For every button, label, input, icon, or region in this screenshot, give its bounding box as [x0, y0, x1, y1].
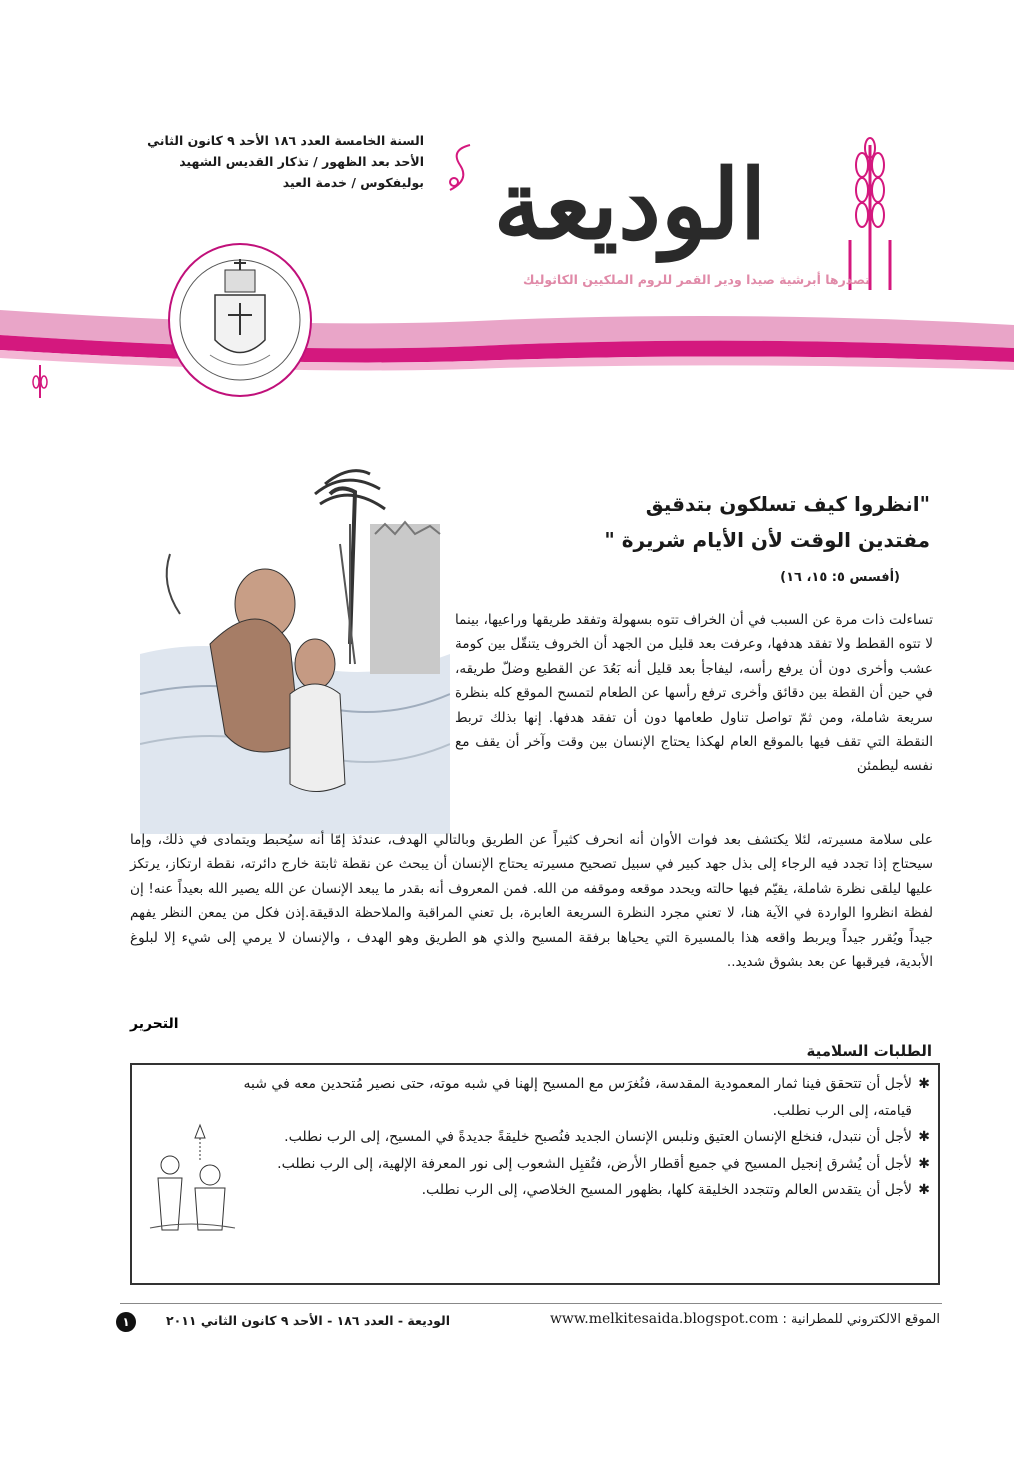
footer-url-link[interactable]: www.melkitesaida.blogspot.com — [549, 1311, 779, 1327]
star-icon: ✱ — [918, 1076, 930, 1092]
masthead-title: الوديعة — [493, 148, 767, 261]
list-item — [240, 1124, 930, 1151]
intentions-list — [240, 1071, 930, 1204]
list-item — [240, 1177, 930, 1204]
intentions-box — [130, 1063, 940, 1285]
quote-line1: "انظروا كيف تسلكون بتدقيق — [645, 492, 930, 516]
ornament-icon — [440, 140, 480, 200]
article-paragraph-narrow: تساءلت ذات مرة عن السبب في أن الخراف تتوه بسهولة وتفقد طريقها وراعيها، بينما لا تتوه القطط ولا تفقد هدفها، وعرفت بعد قليل من الجهد أن الخروف يتنقّل بين كومة عشب وأخرى دون أن يرفع رأسه، ليفاجأ بعد قليل أنه بَعُدَ عن القطيع وضلّ طريقه، في حين أن القطة بين دقائق وأخرى ترفع رأسها عن الطعام لتمسح الموقع كله بنظرة سريعة شاملة، ومن ثمّ تواصل تناول طعامها دون أن تفقد هدفها. إنها بذلك تربط النقطة التي تقف فيها بالموقع العام لهكذا يحتاج الإنسان بين وقت وآخر أن يقف مع نفسه ليطمئن — [455, 612, 933, 775]
baptism-illustration — [140, 464, 450, 834]
masthead-subtitle: تصدرها أبرشية صيدا ودير القمر للروم الملكيين الكاثوليك — [522, 272, 870, 287]
intention-text: لأجل أن يُشرق إنجيل المسيح في جميع أقطار الأرض، فتُقبِل الشعوب إلى نور المعرفة الإلهية، إلى الرب نطلب. — [277, 1155, 912, 1172]
baptism-sketch-icon — [140, 1120, 240, 1240]
star-icon: ✱ — [918, 1129, 930, 1145]
quote-reference: (أفسس ٥: ١٥، ١٦) — [780, 570, 900, 585]
article-paragraph-wide: على سلامة مسيرته، لئلا يكتشف بعد فوات الأوان أنه انحرف كثيراً عن الطريق وبالتالي الهدف، عندئذ إمّا أنه سيُحبط ويتمادى في ذلك، وإما سيحتاج إذا تجدد فيه الرجاء إلى بذل جهد كبير في سبيل تصحيح مسيرته يحتاج الإنسان أن يبحث عن نقطة ثابتة خارج دائرته، نقطة ارتكاز، يرتكز عليها ليلقى نظرة شاملة، يقيّم فيها حالته ويحدد موقعه وموقفه من الله. فمن المعروف أنه بقدر ما يبعد الإنسان عن الله يصير الله بعيداً عنه! إن لفظة انظروا الواردة في الآية هنا، لا تعني مجرد النظرة السريعة العابرة، بل تعني المراقبة والملاحظة الدقيقة.إذن فكل من يمعن النظر يفهم جيداً ويُقرر جيداً ويربط واقعه هذا بالمسيرة التي يحياها برفقة المسيح والذي هو الطريق وهو الهدف ، والإنسان لا يرمي إلى شيء إلا لبلوغ الأبدية، فيرقبها عن بعد بشوق شديد.. — [130, 832, 933, 971]
page-number: ١ — [116, 1312, 136, 1332]
intention-text: لأجل أن نتبدل، فنخلع الإنسان العتيق ونلبس الإنسان الجديد فنُصبح خليقةً جديدةً في المسيح، إلى الرب نطلب. — [284, 1129, 912, 1145]
coat-of-arms-seal — [168, 243, 312, 397]
list-item — [240, 1151, 930, 1178]
quote-line2: مفتدين الوقت لأن الأيام شريرة " — [604, 528, 930, 552]
article-signature: التحرير — [130, 1016, 179, 1032]
intention-text: لأجل أن تتحقق فينا ثمار المعمودية المقدسة، فنُغرَس مع المسيح إلهنا في شبه موته، حتى نصير مُتحدين معه في شبه قيامته، إلى الرب نطلب. — [243, 1076, 912, 1119]
crest-icon — [170, 245, 310, 395]
decorative-band — [0, 290, 1014, 400]
issue-info — [124, 130, 424, 193]
intention-text: لأجل أن يتقدس العالم وتتجدد الخليقة كلها، بظهور المسيح الخلاصي، إلى الرب نطلب. — [421, 1182, 912, 1198]
footer-issue: الوديعة - العدد ١٨٦ - الأحد ٩ كانون الثاني ٢٠١١ — [166, 1313, 450, 1328]
footer-rule — [120, 1303, 942, 1304]
issue-info-line2: الأحد بعد الظهور / تذكار القديس الشهيد — [179, 154, 424, 169]
issue-info-line1: السنة الخامسة العدد ١٨٦ الأحد ٩ كانون الثاني — [147, 133, 424, 148]
star-icon: ✱ — [918, 1182, 930, 1198]
scripture-quote — [470, 486, 930, 558]
footer-site — [520, 1311, 940, 1327]
star-icon: ✱ — [918, 1155, 930, 1172]
intentions-heading: الطلبات السلامية — [806, 1042, 932, 1060]
list-item — [240, 1071, 930, 1124]
footer-site-label: الموقع الالكتروني للمطرانية : — [782, 1312, 940, 1327]
issue-info-line3: بوليفكوس / خدمة العيد — [282, 175, 424, 190]
